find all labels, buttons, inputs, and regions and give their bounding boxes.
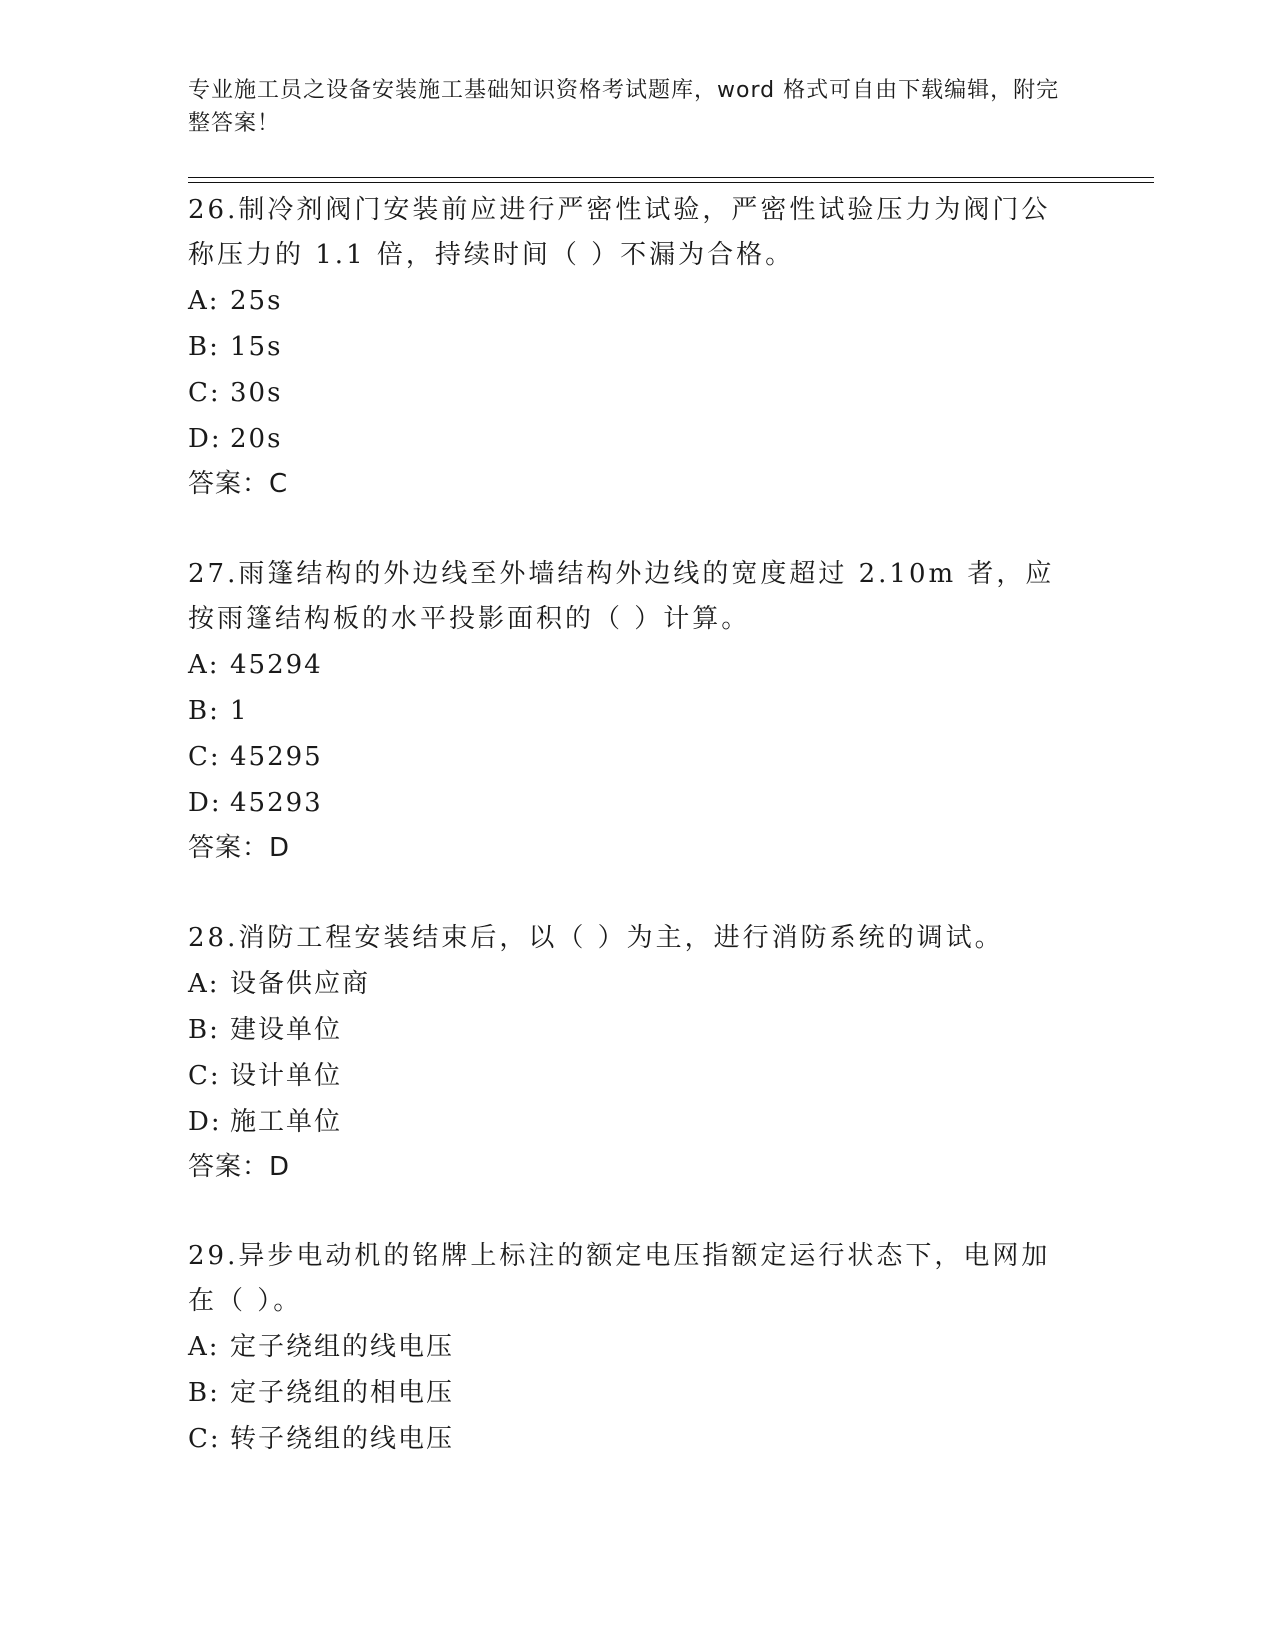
option-letter: B: bbox=[188, 332, 220, 362]
option-a bbox=[188, 1324, 1068, 1370]
question-stem: 29.异步电动机的铭牌上标注的额定电压指额定运行状态下，电网加在（ ）。 bbox=[188, 1241, 1051, 1316]
question-stem: 27.雨篷结构的外边线至外墙结构外边线的宽度超过 2.10m 者，应按雨篷结构板的水平投影面积的（ ）计算。 bbox=[188, 559, 1055, 634]
option-a bbox=[188, 642, 1068, 688]
header-divider-top bbox=[188, 177, 1154, 178]
option-letter: A: bbox=[188, 650, 220, 680]
option-letter: D: bbox=[188, 788, 222, 818]
option-letter: D: bbox=[188, 1107, 222, 1137]
option-letter: C: bbox=[188, 1424, 221, 1454]
option-text: 定子绕组的相电压 bbox=[230, 1378, 455, 1408]
option-letter: A: bbox=[188, 1332, 220, 1362]
option-letter: A: bbox=[188, 969, 220, 999]
answer-label: 答案：C bbox=[188, 469, 289, 499]
option-c bbox=[188, 1053, 1068, 1099]
question-27 bbox=[188, 552, 1068, 870]
option-text: 20s bbox=[230, 424, 283, 454]
option-text: 45295 bbox=[230, 742, 323, 772]
option-text: 45294 bbox=[230, 650, 323, 680]
option-text: 设备供应商 bbox=[230, 969, 371, 999]
option-text: 25s bbox=[230, 286, 283, 316]
option-letter: A: bbox=[188, 286, 220, 316]
option-letter: B: bbox=[188, 1015, 220, 1045]
option-d bbox=[188, 416, 1068, 462]
option-letter: C: bbox=[188, 1061, 221, 1091]
option-letter: C: bbox=[188, 742, 221, 772]
question-stem: 28.消防工程安装结束后，以（ ）为主，进行消防系统的调试。 bbox=[188, 923, 1004, 953]
option-b bbox=[188, 688, 1068, 734]
option-c bbox=[188, 1416, 1068, 1462]
option-b bbox=[188, 324, 1068, 370]
option-text: 建设单位 bbox=[230, 1015, 343, 1045]
option-text: 1 bbox=[230, 696, 249, 726]
option-text: 15s bbox=[230, 332, 283, 362]
question-stem: 26.制冷剂阀门安装前应进行严密性试验，严密性试验压力为阀门公称压力的 1.1 倍，持续时间（ ）不漏为合格。 bbox=[188, 195, 1051, 270]
option-text: 施工单位 bbox=[230, 1107, 343, 1137]
option-letter: B: bbox=[188, 696, 220, 726]
question-28 bbox=[188, 916, 1068, 1189]
question-26 bbox=[188, 188, 1068, 506]
option-text: 定子绕组的线电压 bbox=[230, 1332, 455, 1362]
option-letter: C: bbox=[188, 378, 221, 408]
answer-label: 答案：D bbox=[188, 1152, 291, 1182]
option-text: 30s bbox=[230, 378, 283, 408]
option-text: 45293 bbox=[230, 788, 323, 818]
option-a bbox=[188, 961, 1068, 1007]
answer-label: 答案：D bbox=[188, 833, 291, 863]
question-29 bbox=[188, 1234, 1068, 1462]
option-text: 转子绕组的线电压 bbox=[230, 1424, 455, 1454]
option-letter: D: bbox=[188, 424, 222, 454]
option-c bbox=[188, 734, 1068, 780]
option-c bbox=[188, 370, 1068, 416]
option-b bbox=[188, 1370, 1068, 1416]
option-a bbox=[188, 278, 1068, 324]
option-b bbox=[188, 1007, 1068, 1053]
option-d bbox=[188, 1099, 1068, 1145]
header-divider-bottom bbox=[188, 182, 1154, 183]
option-d bbox=[188, 780, 1068, 826]
option-text: 设计单位 bbox=[230, 1061, 343, 1091]
option-letter: B: bbox=[188, 1378, 220, 1408]
document-header: 专业施工员之设备安装施工基础知识资格考试题库，word 格式可自由下载编辑，附完整答案！ bbox=[188, 78, 1060, 136]
